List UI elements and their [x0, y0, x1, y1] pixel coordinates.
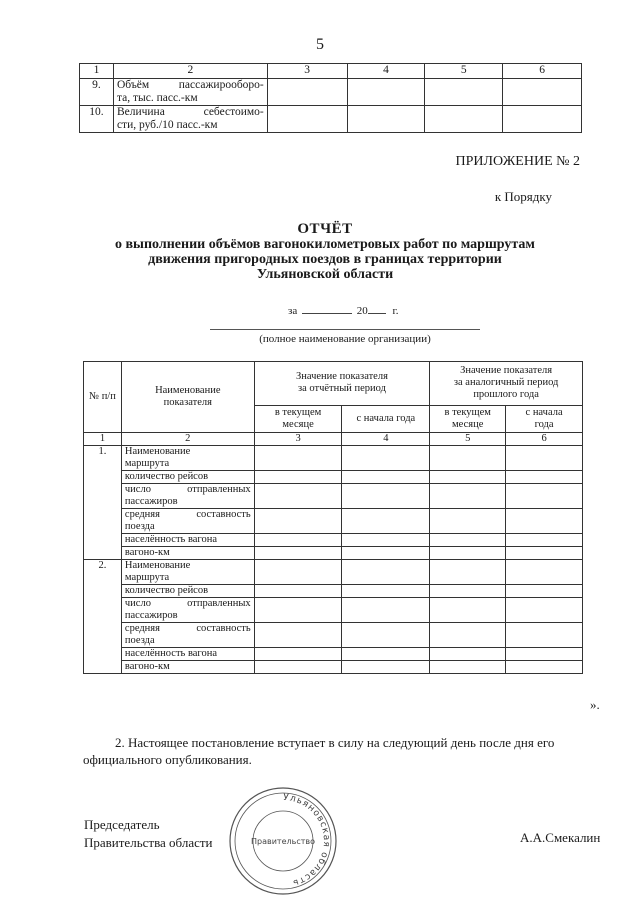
col-number: 1	[80, 64, 114, 79]
value-cell	[506, 509, 583, 534]
period-year: 20	[356, 305, 368, 317]
route-name-label	[121, 446, 254, 471]
label-line: маршрута	[124, 458, 170, 469]
table-row	[84, 446, 583, 471]
label-line: число отправленных	[124, 598, 251, 609]
value-cell	[342, 509, 430, 534]
trips-label: количество рейсов	[121, 471, 254, 484]
value-cell	[430, 446, 506, 471]
period-year-blank	[368, 313, 386, 314]
trips-label: количество рейсов	[121, 585, 254, 598]
car-km-label: вагоно-км	[121, 547, 254, 560]
value-cell	[254, 534, 342, 547]
col-number: 6	[506, 433, 583, 446]
closing-quote: ».	[590, 697, 600, 712]
col-number: 3	[267, 64, 347, 79]
value-cell	[342, 623, 430, 648]
value-cell	[506, 623, 583, 648]
seal-ring-text: Ульяновская область	[282, 792, 332, 888]
indicator-name-line: сти, руб./10 пасс.-км	[116, 119, 218, 131]
route-number: 2.	[84, 560, 122, 674]
value-cell	[254, 598, 342, 623]
value-cell	[342, 648, 430, 661]
car-km-label: вагоно-км	[121, 661, 254, 674]
table-row	[84, 623, 583, 648]
value-cell	[425, 79, 503, 106]
label-line: маршрута	[124, 572, 170, 583]
value-cell	[506, 598, 583, 623]
value-cell	[254, 648, 342, 661]
report-table	[83, 361, 583, 674]
header-current-month-prev	[430, 405, 506, 432]
header-num: № п/п	[84, 362, 122, 433]
value-cell	[430, 547, 506, 560]
col-number: 4	[342, 433, 430, 446]
passengers-label	[121, 484, 254, 509]
report-subtitle-line: о выполнении объёмов вагонокилометровых работ по маршрутам	[115, 237, 535, 252]
value-cell	[254, 484, 342, 509]
route-name-label	[121, 560, 254, 585]
value-cell	[254, 585, 342, 598]
value-cell	[430, 560, 506, 585]
composition-label	[121, 623, 254, 648]
label-line: пассажиров	[124, 610, 178, 621]
value-cell	[430, 509, 506, 534]
value-cell	[506, 560, 583, 585]
signatory-name: А.А.Смекалин	[520, 830, 601, 845]
header-line: месяце	[452, 418, 484, 430]
table-row	[80, 106, 582, 133]
value-cell	[425, 106, 503, 133]
value-cell	[342, 598, 430, 623]
value-cell	[430, 661, 506, 674]
value-cell	[430, 471, 506, 484]
header-year-to-date: с начала года	[342, 405, 430, 432]
value-cell	[254, 623, 342, 648]
value-cell	[342, 547, 430, 560]
value-cell	[503, 79, 582, 106]
paragraph-2: 2. Настоящее постановление вступает в силу на следующий день после дня его официального опубликования.	[83, 735, 555, 767]
table-row	[84, 509, 583, 534]
header-line: за аналогичный период	[453, 377, 559, 389]
indicator-name-line: Объём пассажирооборо-	[116, 79, 264, 91]
organization-line	[210, 329, 480, 330]
value-cell	[342, 484, 430, 509]
value-cell	[506, 648, 583, 661]
indicator-name	[113, 79, 267, 106]
value-cell	[267, 79, 347, 106]
table-row	[84, 585, 583, 598]
value-cell	[254, 661, 342, 674]
report-subtitle-line: движения пригородных поездов в границах территории	[148, 252, 502, 267]
col-number: 3	[254, 433, 342, 446]
label-line: поезда	[124, 521, 155, 532]
table-row	[84, 661, 583, 674]
value-cell	[506, 585, 583, 598]
col-number: 2	[113, 64, 267, 79]
col-number: 6	[503, 64, 582, 79]
value-cell	[347, 79, 425, 106]
table-header-row	[84, 362, 583, 406]
header-indicator-line: Наименование	[155, 385, 221, 396]
position-line: Правительства области	[84, 835, 213, 850]
report-title: ОТЧЁТ	[297, 221, 353, 237]
header-previous-year	[430, 362, 583, 406]
row-number: 9.	[80, 79, 114, 106]
value-cell	[506, 471, 583, 484]
route-group-2	[84, 560, 583, 674]
value-cell	[342, 585, 430, 598]
route-number: 1.	[84, 446, 122, 560]
header-line: месяце	[282, 418, 314, 430]
header-line: года	[534, 418, 554, 430]
table-row	[84, 598, 583, 623]
indicator-name-line: та, тыс. пасс.-км	[116, 92, 198, 104]
label-line: Наименование	[124, 560, 191, 571]
label-line: средняя составность	[124, 509, 251, 520]
signature-position	[84, 816, 213, 852]
table-row	[84, 484, 583, 509]
value-cell	[342, 560, 430, 585]
report-title-block	[90, 222, 560, 282]
value-cell	[506, 534, 583, 547]
value-cell	[347, 106, 425, 133]
table-row	[84, 534, 583, 547]
value-cell	[430, 598, 506, 623]
value-cell	[430, 585, 506, 598]
col-number: 2	[121, 433, 254, 446]
page-number: 5	[316, 36, 324, 53]
header-line: прошлого года	[473, 389, 539, 401]
composition-label	[121, 509, 254, 534]
period-prefix: за	[288, 305, 298, 317]
indicator-name	[113, 106, 267, 133]
col-number: 4	[347, 64, 425, 79]
label-line: поезда	[124, 635, 155, 646]
value-cell	[342, 471, 430, 484]
appendix-title: ПРИЛОЖЕНИЕ № 2	[455, 154, 580, 169]
indicator-name-line: Величина себестоимо-	[116, 106, 264, 118]
header-line: Значение показателя	[296, 371, 388, 383]
header-indicator	[121, 362, 254, 433]
header-line: в текущем	[274, 406, 322, 418]
occupancy-label: населённость вагона	[121, 534, 254, 547]
indicator-table-continuation	[79, 63, 582, 133]
appendix-order-ref: к Порядку	[494, 189, 552, 204]
passengers-label	[121, 598, 254, 623]
label-line: пассажиров	[124, 496, 178, 507]
label-line: средняя составность	[124, 623, 251, 634]
header-line: Значение показателя	[460, 365, 553, 377]
header-current-month	[254, 405, 342, 432]
value-cell	[254, 446, 342, 471]
seal-center-text: Правительство	[251, 837, 315, 846]
col-number: 5	[425, 64, 503, 79]
column-number-row	[84, 433, 583, 446]
table-row	[84, 648, 583, 661]
occupancy-label: населённость вагона	[121, 648, 254, 661]
value-cell	[506, 484, 583, 509]
value-cell	[254, 560, 342, 585]
route-group-1	[84, 446, 583, 560]
report-period	[288, 305, 399, 317]
value-cell	[430, 648, 506, 661]
official-seal-stamp	[228, 786, 338, 896]
label-line: число отправленных	[124, 484, 251, 495]
value-cell	[506, 661, 583, 674]
organization-label: (полное наименование организации)	[259, 333, 431, 345]
report-subtitle-line: Ульяновской области	[256, 267, 394, 282]
table-row	[80, 79, 582, 106]
header-line: за отчётный период	[297, 383, 386, 395]
label-line: Наименование	[124, 446, 191, 457]
value-cell	[430, 623, 506, 648]
col-number: 1	[84, 433, 122, 446]
header-indicator-line: показателя	[163, 397, 212, 408]
period-suffix: г.	[392, 305, 399, 317]
header-line: с начала	[525, 406, 563, 418]
value-cell	[267, 106, 347, 133]
col-number: 5	[430, 433, 506, 446]
value-cell	[254, 471, 342, 484]
value-cell	[342, 534, 430, 547]
value-cell	[342, 446, 430, 471]
header-line: в текущем	[444, 406, 491, 418]
period-month-blank	[302, 313, 352, 314]
header-year-to-date-prev	[506, 405, 583, 432]
header-reporting-period	[254, 362, 430, 406]
value-cell	[506, 446, 583, 471]
table-row	[84, 547, 583, 560]
table-header-row	[80, 64, 582, 79]
value-cell	[254, 509, 342, 534]
value-cell	[342, 661, 430, 674]
value-cell	[430, 484, 506, 509]
table-row	[84, 471, 583, 484]
value-cell	[506, 547, 583, 560]
value-cell	[430, 534, 506, 547]
value-cell	[503, 106, 582, 133]
position-line: Председатель	[84, 817, 160, 832]
table-row	[84, 560, 583, 585]
row-number: 10.	[80, 106, 114, 133]
value-cell	[254, 547, 342, 560]
